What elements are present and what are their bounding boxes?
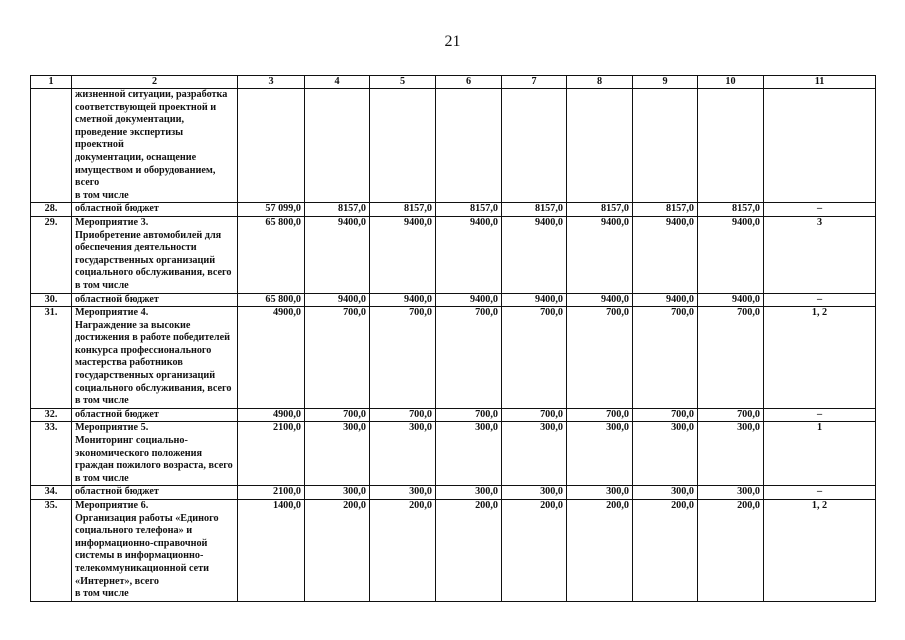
value-cell: 9400,0 <box>698 293 764 307</box>
note-cell: 1 <box>764 422 876 486</box>
value-cell: 9400,0 <box>698 216 764 293</box>
description-cell <box>72 89 238 203</box>
note-cell: – <box>764 293 876 307</box>
value-cell: 700,0 <box>698 307 764 409</box>
description-cell <box>72 486 238 500</box>
value-cell: 300,0 <box>698 422 764 486</box>
row-number-cell: 34. <box>31 486 72 500</box>
value-cell <box>698 89 764 203</box>
value-cell: 9400,0 <box>305 216 370 293</box>
description-line: мастерства работников <box>75 357 183 369</box>
note-cell: 1, 2 <box>764 500 876 602</box>
table-body <box>31 89 876 602</box>
value-cell: 9400,0 <box>633 216 698 293</box>
value-cell: 700,0 <box>502 307 567 409</box>
value-cell: 700,0 <box>698 408 764 422</box>
description-line: Мониторинг социально- <box>75 435 188 447</box>
description-line: областной бюджет <box>75 293 159 305</box>
value-cell <box>502 89 567 203</box>
column-header: 8 <box>567 76 633 89</box>
value-cell: 300,0 <box>370 422 436 486</box>
value-cell: 700,0 <box>633 307 698 409</box>
description-line: в том числе <box>75 395 129 407</box>
value-cell: 200,0 <box>698 500 764 602</box>
value-cell: 200,0 <box>633 500 698 602</box>
value-cell: 700,0 <box>502 408 567 422</box>
table-row <box>31 500 876 602</box>
column-header: 7 <box>502 76 567 89</box>
row-number-cell: 35. <box>31 500 72 602</box>
description-line: информационно-справочной <box>75 537 208 549</box>
description-line: Мероприятие 3. <box>75 216 149 228</box>
value-cell: 9400,0 <box>502 293 567 307</box>
value-cell: 200,0 <box>370 500 436 602</box>
budget-table <box>30 75 876 602</box>
column-header: 3 <box>238 76 305 89</box>
description-line: областной бюджет <box>75 408 159 420</box>
value-cell: 9400,0 <box>370 293 436 307</box>
value-cell <box>567 89 633 203</box>
value-cell: 300,0 <box>436 486 502 500</box>
value-cell: 1400,0 <box>238 500 305 602</box>
value-cell: 700,0 <box>370 408 436 422</box>
value-cell: 700,0 <box>305 307 370 409</box>
description-line: государственных организаций <box>75 254 216 266</box>
description-line: телекоммуникационной сети <box>75 562 210 574</box>
value-cell: 300,0 <box>436 422 502 486</box>
value-cell: 700,0 <box>305 408 370 422</box>
note-cell: – <box>764 203 876 217</box>
description-line: Организация работы «Единого <box>75 512 219 524</box>
description-cell <box>72 422 238 486</box>
description-line: экономического положения <box>75 447 202 459</box>
value-cell: 300,0 <box>502 486 567 500</box>
value-cell: 300,0 <box>633 486 698 500</box>
column-header: 4 <box>305 76 370 89</box>
table-row <box>31 422 876 486</box>
description-line: Мероприятие 6. <box>75 500 149 511</box>
description-cell <box>72 293 238 307</box>
value-cell: 300,0 <box>370 486 436 500</box>
table-row <box>31 307 876 409</box>
value-cell: 300,0 <box>502 422 567 486</box>
column-header: 11 <box>764 76 876 89</box>
value-cell <box>238 89 305 203</box>
description-line: социального обслуживания, всего <box>75 267 232 279</box>
note-cell: 3 <box>764 216 876 293</box>
description-line: документации, оснащение <box>75 151 197 163</box>
value-cell: 65 800,0 <box>238 216 305 293</box>
value-cell: 4900,0 <box>238 408 305 422</box>
description-line: Мероприятие 5. <box>75 422 149 434</box>
description-line: всего <box>75 177 100 189</box>
value-cell: 9400,0 <box>567 293 633 307</box>
value-cell: 9400,0 <box>436 216 502 293</box>
description-line: достижения в работе победителей <box>75 332 230 344</box>
description-line: имуществом и оборудованием, <box>75 164 216 176</box>
description-line: проведение экспертизы проектной <box>75 126 184 151</box>
value-cell: 300,0 <box>567 486 633 500</box>
value-cell: 65 800,0 <box>238 293 305 307</box>
row-number-cell: 28. <box>31 203 72 217</box>
value-cell: 9400,0 <box>436 293 502 307</box>
description-line: жизненной ситуации, разработка <box>75 89 228 100</box>
page-number: 21 <box>444 33 461 50</box>
table-row <box>31 293 876 307</box>
value-cell <box>305 89 370 203</box>
description-line: граждан пожилого возраста, всего <box>75 460 233 472</box>
note-cell: – <box>764 408 876 422</box>
value-cell: 9400,0 <box>502 216 567 293</box>
description-line: социального телефона» и <box>75 525 193 537</box>
value-cell: 300,0 <box>698 486 764 500</box>
description-line: «Интернет», всего <box>75 575 159 587</box>
description-line: Награждение за высокие <box>75 319 191 331</box>
value-cell: 300,0 <box>305 486 370 500</box>
value-cell: 2100,0 <box>238 486 305 500</box>
value-cell: 200,0 <box>305 500 370 602</box>
description-line: социального обслуживания, всего <box>75 382 232 394</box>
value-cell: 8157,0 <box>633 203 698 217</box>
row-number-cell <box>31 89 72 203</box>
description-line: соответствующей проектной и <box>75 101 217 113</box>
value-cell: 9400,0 <box>305 293 370 307</box>
note-cell: – <box>764 486 876 500</box>
value-cell: 700,0 <box>567 307 633 409</box>
value-cell: 57 099,0 <box>238 203 305 217</box>
description-line: обеспечения деятельности <box>75 242 197 254</box>
column-header: 1 <box>31 76 72 89</box>
note-cell: 1, 2 <box>764 307 876 409</box>
description-line: системы в информационно- <box>75 550 204 562</box>
table-row <box>31 216 876 293</box>
description-line: областной бюджет <box>75 203 159 215</box>
description-line: в том числе <box>75 279 129 291</box>
value-cell <box>436 89 502 203</box>
value-cell: 9400,0 <box>633 293 698 307</box>
row-number-cell: 30. <box>31 293 72 307</box>
description-cell <box>72 500 238 602</box>
description-line: Мероприятие 4. <box>75 307 149 319</box>
description-line: в том числе <box>75 189 129 201</box>
row-number-cell: 32. <box>31 408 72 422</box>
value-cell: 200,0 <box>502 500 567 602</box>
column-header: 10 <box>698 76 764 89</box>
value-cell: 300,0 <box>633 422 698 486</box>
value-cell: 8157,0 <box>305 203 370 217</box>
row-number-cell: 31. <box>31 307 72 409</box>
column-header: 5 <box>370 76 436 89</box>
value-cell: 700,0 <box>436 307 502 409</box>
value-cell: 8157,0 <box>698 203 764 217</box>
description-cell <box>72 408 238 422</box>
value-cell: 700,0 <box>370 307 436 409</box>
value-cell: 200,0 <box>436 500 502 602</box>
value-cell: 8157,0 <box>436 203 502 217</box>
value-cell <box>370 89 436 203</box>
value-cell <box>633 89 698 203</box>
description-cell <box>72 203 238 217</box>
description-cell <box>72 307 238 409</box>
value-cell: 9400,0 <box>370 216 436 293</box>
value-cell: 2100,0 <box>238 422 305 486</box>
description-line: в том числе <box>75 472 129 484</box>
note-cell <box>764 89 876 203</box>
value-cell: 9400,0 <box>567 216 633 293</box>
column-header: 6 <box>436 76 502 89</box>
value-cell: 8157,0 <box>502 203 567 217</box>
table-row <box>31 203 876 217</box>
value-cell: 700,0 <box>633 408 698 422</box>
value-cell: 8157,0 <box>370 203 436 217</box>
description-line: в том числе <box>75 588 129 600</box>
value-cell: 8157,0 <box>567 203 633 217</box>
description-cell <box>72 216 238 293</box>
description-line: сметной документации, <box>75 114 185 126</box>
description-line: Приобретение автомобилей для <box>75 229 222 241</box>
column-header: 2 <box>72 76 238 89</box>
value-cell: 200,0 <box>567 500 633 602</box>
continuation-row <box>31 89 876 203</box>
value-cell: 300,0 <box>567 422 633 486</box>
value-cell: 700,0 <box>436 408 502 422</box>
value-cell: 700,0 <box>567 408 633 422</box>
description-line: государственных организаций <box>75 370 216 382</box>
description-line: конкурса профессионального <box>75 344 212 356</box>
description-line: областной бюджет <box>75 486 159 498</box>
table-row <box>31 408 876 422</box>
table-row <box>31 486 876 500</box>
column-header: 9 <box>633 76 698 89</box>
header-row <box>31 76 876 89</box>
value-cell: 300,0 <box>305 422 370 486</box>
row-number-cell: 33. <box>31 422 72 486</box>
value-cell: 4900,0 <box>238 307 305 409</box>
row-number-cell: 29. <box>31 216 72 293</box>
